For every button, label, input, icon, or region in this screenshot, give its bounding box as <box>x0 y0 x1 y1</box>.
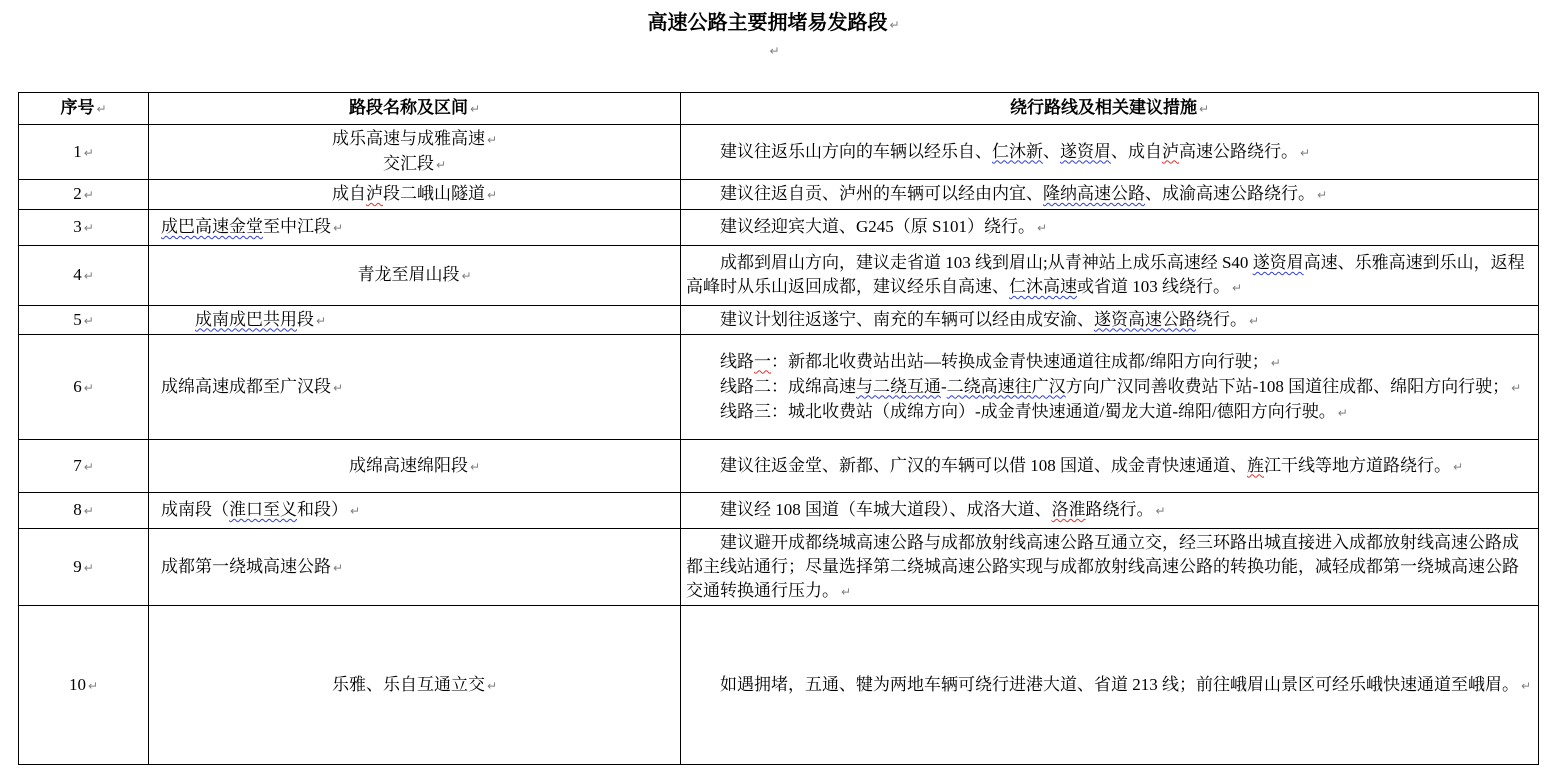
detour-paragraph <box>686 350 1533 375</box>
paragraph-mark: ↵ <box>769 44 780 58</box>
table-row <box>19 529 1539 606</box>
text-run: 、成自 <box>1111 141 1162 161</box>
paragraph-mark: ↵ <box>83 504 94 518</box>
paragraph-mark: ↵ <box>1300 145 1311 160</box>
cell-detour-advice <box>681 210 1539 246</box>
cell-row-number <box>19 306 149 335</box>
spellcheck-blue-text: 淮口至义 <box>229 500 297 519</box>
spellcheck-blue-text: 遂资高速公路 <box>1094 309 1196 329</box>
text-run: 或省道 103 线绕行。 <box>1077 277 1230 296</box>
section-name-line <box>153 152 676 177</box>
text-run: 路绕行。 <box>1085 500 1154 519</box>
text-run: 建议往返自贡、泸州的车辆可以经由内宜、 <box>720 184 1043 203</box>
text-run: 线路二：成绵高速 <box>720 376 856 396</box>
paragraph-mark: ↵ <box>83 560 94 575</box>
table-header-row <box>19 93 1539 125</box>
cell-detour-advice <box>681 246 1539 306</box>
paragraph-mark: ↵ <box>486 678 498 693</box>
table-row <box>19 210 1539 246</box>
paragraph-mark: ↵ <box>333 221 344 235</box>
paragraph-mark: ↵ <box>486 133 498 147</box>
table-row <box>19 493 1539 529</box>
text-run: 线路三：城北收费站（成绵方向）-成金青快速通道/蜀龙大道-绵阳/德阳方向行驶。 <box>720 401 1336 421</box>
text-run: 至中江段 <box>263 217 331 236</box>
paragraph-mark: ↵ <box>1521 678 1532 693</box>
paragraph-mark: ↵ <box>83 188 94 202</box>
page-title-text: 高速公路主要拥堵易发路段 <box>647 12 888 34</box>
cell-row-number <box>19 606 149 765</box>
row-number: 7 <box>73 455 82 475</box>
cell-section-name <box>149 125 681 180</box>
paragraph-mark: ↵ <box>350 504 361 518</box>
detour-paragraph <box>686 400 1533 425</box>
row-number: 6 <box>73 376 82 396</box>
paragraph-mark: ↵ <box>83 313 94 328</box>
cell-detour-advice <box>681 529 1539 606</box>
row-number: 2 <box>73 184 82 203</box>
cell-section-name <box>149 210 681 246</box>
section-name-line <box>153 182 676 207</box>
row-number: 5 <box>73 309 82 329</box>
section-name-line <box>195 308 676 333</box>
row-number: 4 <box>73 265 82 284</box>
paragraph-mark: ↵ <box>83 221 94 235</box>
detour-paragraph <box>686 215 1533 240</box>
paragraph-mark: ↵ <box>1036 221 1048 235</box>
spellcheck-red-text: 旌 <box>1247 455 1264 475</box>
table-row <box>19 180 1539 210</box>
empty-paragraph <box>0 38 1547 64</box>
text-run: 成绵高速成都至广汉段 <box>161 376 331 396</box>
text-run: 建议经迎宾大道、G245（原 S101）绕行。 <box>720 217 1035 236</box>
section-name-line <box>161 215 676 240</box>
text-run: 成都到眉山方向，建议走省道 103 线到眉山;从青神站上成乐高速经 S40 <box>720 253 1253 272</box>
row-number: 8 <box>73 500 82 519</box>
cell-detour-advice <box>681 335 1539 440</box>
table-row <box>19 246 1539 306</box>
cell-row-number <box>19 210 149 246</box>
text-run: 乐雅、乐自互通立交 <box>331 674 485 694</box>
col-header-detour-advice-label: 绕行路线及相关建议措施 <box>1009 98 1197 117</box>
cell-section-name <box>149 529 681 606</box>
spellcheck-blue-text: 遂资眉 <box>1060 141 1111 161</box>
text-run: 段 <box>297 309 314 329</box>
page-title <box>0 0 1547 38</box>
paragraph-mark: ↵ <box>435 158 447 172</box>
spellcheck-blue-text: 仁沐新 <box>992 141 1043 161</box>
paragraph-mark: ↵ <box>1337 405 1348 420</box>
text-run: 成乐高速与成雅高速 <box>331 129 485 148</box>
detour-paragraph <box>686 251 1533 300</box>
section-name-line <box>161 555 676 580</box>
text-run: - <box>941 376 947 396</box>
detour-paragraph <box>686 182 1533 207</box>
cell-detour-advice <box>681 180 1539 210</box>
cell-detour-advice <box>681 125 1539 180</box>
paragraph-mark: ↵ <box>1198 102 1210 116</box>
section-name-line <box>161 375 676 400</box>
spellcheck-blue-text: 仁沐高速 <box>1009 277 1077 296</box>
text-run: 、成渝高速公路绕行。 <box>1145 184 1315 203</box>
cell-row-number <box>19 440 149 493</box>
paragraph-mark: ↵ <box>469 459 481 474</box>
spellcheck-red-text: 洛淮 <box>1051 500 1086 519</box>
table-row <box>19 606 1539 765</box>
paragraph-mark: ↵ <box>83 269 94 283</box>
row-number: 10 <box>68 674 86 694</box>
paragraph-mark: ↵ <box>1155 504 1166 518</box>
text-run: ：新都北收费站出站—转换成金青快速通道往成都/绵阳方向行驶； <box>771 351 1269 371</box>
col-header-section-name <box>149 93 681 125</box>
row-number: 3 <box>73 217 82 236</box>
text-run: 高速公路绕行。 <box>1179 141 1298 161</box>
cell-section-name <box>149 493 681 529</box>
paragraph-mark: ↵ <box>333 560 344 575</box>
spellcheck-blue-text: 隆纳高速公路 <box>1043 184 1145 203</box>
cell-row-number <box>19 529 149 606</box>
paragraph-mark: ↵ <box>83 459 94 474</box>
cell-section-name <box>149 306 681 335</box>
table-row <box>19 306 1539 335</box>
cell-detour-advice <box>681 440 1539 493</box>
paragraph-mark: ↵ <box>1270 355 1281 370</box>
row-number: 1 <box>73 141 82 161</box>
detour-paragraph <box>686 375 1533 400</box>
cell-row-number <box>19 335 149 440</box>
text-run: 建议经 108 国道（车城大道段）、成洛大道、 <box>720 500 1052 519</box>
table-row <box>19 125 1539 180</box>
cell-section-name <box>149 606 681 765</box>
paragraph-mark: ↵ <box>461 269 472 283</box>
section-name-line <box>153 127 676 152</box>
detour-paragraph <box>686 308 1533 333</box>
paragraph-mark: ↵ <box>87 678 99 693</box>
col-header-index <box>19 93 149 125</box>
section-name-line <box>153 673 676 698</box>
col-header-index-label: 序号 <box>60 98 95 117</box>
paragraph-mark: ↵ <box>469 102 481 116</box>
paragraph-mark: ↵ <box>1453 459 1464 474</box>
spellcheck-blue-text: 与二绕互通 <box>856 376 941 396</box>
text-run: 交汇段 <box>382 154 434 173</box>
spellcheck-blue-text: 成巴高速金堂 <box>161 217 263 236</box>
spellcheck-blue-text: 遂资眉 <box>1252 253 1304 272</box>
text-run: 成南段（ <box>161 500 229 519</box>
text-run: 建议计划往返遂宁、南充的车辆可以经由成安渝、 <box>720 309 1094 329</box>
cell-detour-advice <box>681 306 1539 335</box>
section-name-line <box>161 498 676 523</box>
table-row <box>19 335 1539 440</box>
text-run: 如遇拥堵，五通、犍为两地车辆可绕行进港大道、省道 213 线；前往峨眉山景区可经乐峨快速通道至峨眉。 <box>720 674 1519 694</box>
cell-section-name <box>149 440 681 493</box>
cell-section-name <box>149 335 681 440</box>
table-row <box>19 440 1539 493</box>
paragraph-mark: ↵ <box>486 188 498 202</box>
text-run: 成自 <box>331 184 366 203</box>
text-run: 段二峨山隧道 <box>382 184 485 203</box>
cell-row-number <box>19 180 149 210</box>
text-run: 方向广汉同善收费站下站-108 国道往成都、绵阳方向行驶； <box>1065 376 1510 396</box>
cell-section-name <box>149 180 681 210</box>
col-header-section-name-label: 路段名称及区间 <box>348 98 468 117</box>
text-run: 高速、乐雅高速到乐山，返程高峰时从乐山返回成都，建议经乐自高速、 <box>686 253 1525 296</box>
paragraph-mark: ↵ <box>889 18 900 32</box>
col-header-detour-advice <box>681 93 1539 125</box>
text-run: 成都第一绕城高速公路 <box>161 556 331 576</box>
paragraph-mark: ↵ <box>1317 188 1328 202</box>
paragraph-mark: ↵ <box>83 380 94 395</box>
paragraph-mark: ↵ <box>316 313 327 328</box>
cell-row-number <box>19 493 149 529</box>
text-run: 建议往返乐山方向的车辆以经乐自、 <box>720 141 992 161</box>
paragraph-mark: ↵ <box>841 584 852 599</box>
paragraph-mark: ↵ <box>333 380 344 395</box>
spellcheck-red-text: 泸 <box>365 184 383 203</box>
cell-detour-advice <box>681 493 1539 529</box>
section-name-line <box>153 263 676 288</box>
cell-row-number <box>19 125 149 180</box>
paragraph-mark: ↵ <box>83 145 94 160</box>
cell-detour-advice <box>681 606 1539 765</box>
text-run: 线路 <box>720 351 754 371</box>
detour-paragraph <box>686 531 1533 604</box>
section-name-line <box>153 454 676 479</box>
spellcheck-red-text: 一 <box>754 351 771 371</box>
paragraph-mark: ↵ <box>96 102 107 116</box>
paragraph-mark: ↵ <box>1232 281 1243 295</box>
paragraph-mark: ↵ <box>1249 313 1260 328</box>
congestion-sections-table <box>18 92 1539 765</box>
text-run: 青龙至眉山段 <box>357 265 460 284</box>
text-run: 和段） <box>297 500 348 519</box>
detour-paragraph <box>686 140 1533 165</box>
paragraph-mark: ↵ <box>1511 380 1522 395</box>
text-run: 成绵高速绵阳段 <box>348 455 468 475</box>
text-run: 、 <box>1043 141 1060 161</box>
row-number: 9 <box>73 556 82 576</box>
text-run: 江干线等地方道路绕行。 <box>1264 455 1451 475</box>
spellcheck-blue-text: 成南成巴共用 <box>195 309 297 329</box>
detour-paragraph <box>686 673 1533 698</box>
spellcheck-red-text: 泸 <box>1162 141 1179 161</box>
text-run: 建议避开成都绕城高速公路与成都放射线高速公路互通立交，经三环路出城直接进入成都放射线高速公路成都主线站通行；尽量选择第二绕城高速公路实现与成都放射线高速公路的转换功能，减轻成都第一绕城高速公路交通转换通行压力。 <box>686 532 1519 600</box>
text-run: 绕行。 <box>1196 309 1247 329</box>
cell-row-number <box>19 246 149 306</box>
detour-paragraph <box>686 498 1533 523</box>
spellcheck-blue-text: 二绕高速往广汉 <box>946 376 1066 396</box>
detour-paragraph <box>686 454 1533 479</box>
cell-section-name <box>149 246 681 306</box>
text-run: 建议往返金堂、新都、广汉的车辆可以借 108 国道、成金青快速通道、 <box>720 455 1247 475</box>
table-body <box>19 125 1539 765</box>
